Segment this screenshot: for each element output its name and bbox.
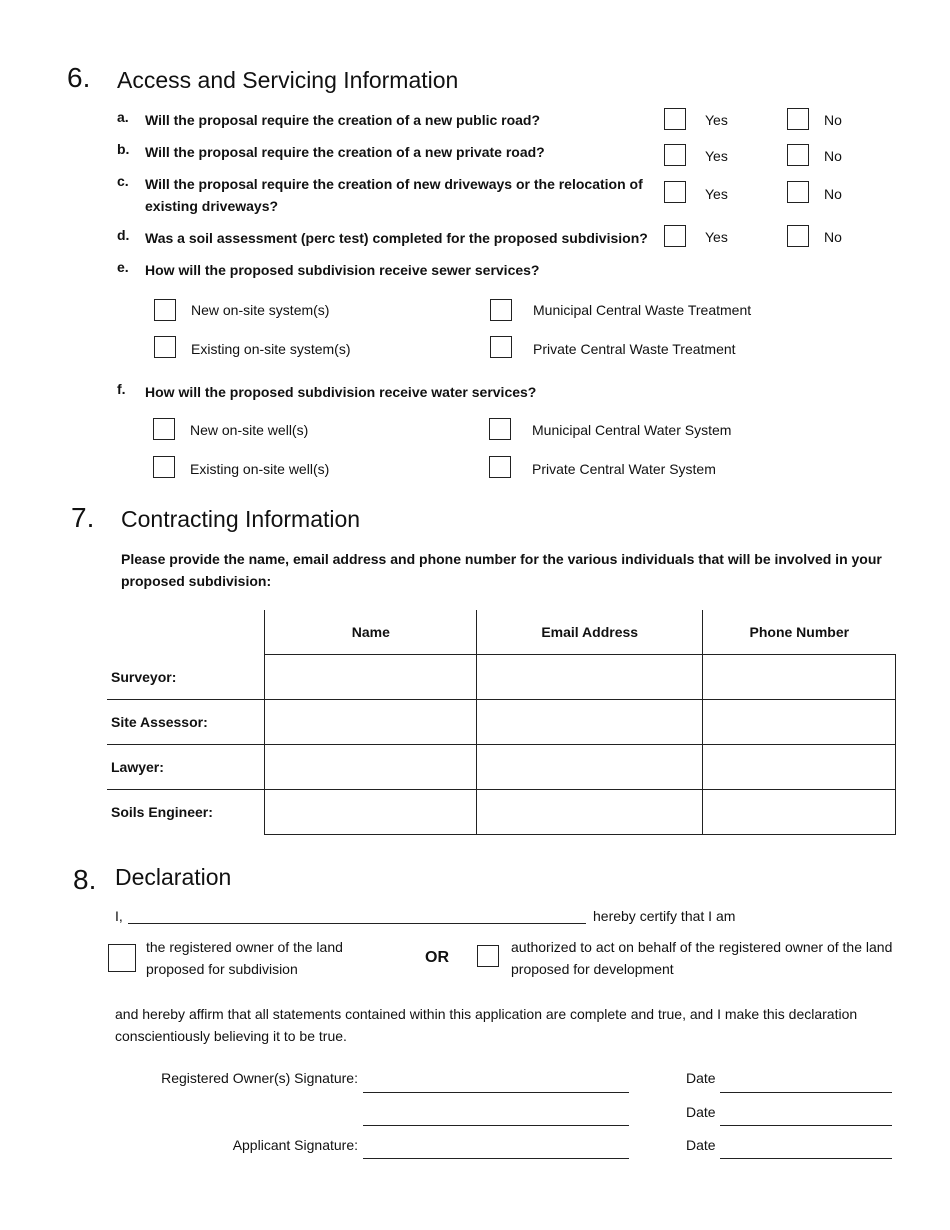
question-a-no-checkbox[interactable] xyxy=(787,108,809,130)
question-c-yes-label: Yes xyxy=(705,186,728,202)
question-c-no-label: No xyxy=(824,186,842,202)
question-d-letter: d. xyxy=(117,227,130,243)
section-8-title: Declaration xyxy=(115,864,232,890)
sewer-existing-onsite-label: Existing on-site system(s) xyxy=(191,341,351,357)
question-a-yes-checkbox[interactable] xyxy=(664,108,686,130)
date-label-1: Date xyxy=(686,1070,716,1086)
question-d-text: Was a soil assessment (perc test) completed for the proposed subdivision? xyxy=(145,230,648,246)
question-a-text: Will the proposal require the creation of a new public road? xyxy=(145,112,541,128)
water-new-well-checkbox[interactable] xyxy=(153,418,175,440)
date-label-3: Date xyxy=(686,1137,716,1153)
applicant-signature-label: Applicant Signature: xyxy=(232,1137,358,1153)
question-c-no-checkbox[interactable] xyxy=(787,181,809,203)
question-b-no-checkbox[interactable] xyxy=(787,144,809,166)
table-corner xyxy=(107,610,265,655)
question-d-no-label: No xyxy=(824,229,842,245)
contracting-intro: Please provide the name, email address and phone number for the various individuals that will be involved in your proposed subdivision: xyxy=(121,551,882,589)
or-label: OR xyxy=(425,949,449,966)
lawyer-email-cell[interactable] xyxy=(477,745,703,790)
question-b-text: Will the proposal require the creation of a new private road? xyxy=(145,144,545,160)
registered-owner-label: the registered owner of the land proposed for subdivision xyxy=(146,939,343,977)
row-label-surveyor: Surveyor: xyxy=(107,655,265,700)
date-label-2: Date xyxy=(686,1104,716,1120)
question-c-yes-checkbox[interactable] xyxy=(664,181,686,203)
question-f-text: How will the proposed subdivision receive water services? xyxy=(145,384,537,400)
lawyer-phone-cell[interactable] xyxy=(703,745,896,790)
declaration-i-label: I, xyxy=(115,908,123,924)
section-6-number: 6. xyxy=(67,62,91,93)
question-f-letter: f. xyxy=(117,381,126,397)
applicant-signature-line[interactable] xyxy=(363,1158,629,1159)
site-assessor-email-cell[interactable] xyxy=(477,700,703,745)
row-label-soils-engineer: Soils Engineer: xyxy=(111,804,213,821)
soils-engineer-name-cell[interactable] xyxy=(265,790,477,835)
water-existing-well-checkbox[interactable] xyxy=(153,456,175,478)
column-header-email: Email Address xyxy=(477,610,703,655)
soils-engineer-email-cell[interactable] xyxy=(477,790,703,835)
owner-signature-label: Registered Owner(s) Signature: xyxy=(161,1070,358,1086)
row-label-site-assessor: Site Assessor: xyxy=(107,700,265,745)
declarant-name-line[interactable] xyxy=(128,923,586,924)
question-b-yes-label: Yes xyxy=(705,148,728,164)
date-line-1[interactable] xyxy=(720,1092,892,1093)
row-label-lawyer: Lawyer: xyxy=(107,745,265,790)
question-e-letter: e. xyxy=(117,259,129,275)
sewer-private-checkbox[interactable] xyxy=(490,336,512,358)
surveyor-name-cell[interactable] xyxy=(265,655,477,700)
lawyer-name-cell[interactable] xyxy=(265,745,477,790)
question-b-yes-checkbox[interactable] xyxy=(664,144,686,166)
question-d-yes-checkbox[interactable] xyxy=(664,225,686,247)
water-existing-well-label: Existing on-site well(s) xyxy=(190,461,330,477)
question-d-no-checkbox[interactable] xyxy=(787,225,809,247)
water-new-well-label: New on-site well(s) xyxy=(190,422,309,438)
affirmation-text: and hereby affirm that all statements contained within this application are complete and true, and I make this declaration conscientiously believing it to be true. xyxy=(115,1006,858,1044)
owner-signature-line-2[interactable] xyxy=(363,1125,629,1126)
water-municipal-label: Municipal Central Water System xyxy=(532,422,732,438)
sewer-new-onsite-checkbox[interactable] xyxy=(154,299,176,321)
contracting-table xyxy=(107,610,896,835)
date-line-2[interactable] xyxy=(720,1125,892,1126)
question-b-letter: b. xyxy=(117,141,130,157)
question-d-yes-label: Yes xyxy=(705,229,728,245)
column-header-phone: Phone Number xyxy=(703,610,896,655)
question-a-yes-label: Yes xyxy=(705,112,728,128)
column-header-name: Name xyxy=(265,610,477,655)
section-8-number: 8. xyxy=(73,864,97,895)
question-c-letter: c. xyxy=(117,173,129,189)
sewer-municipal-checkbox[interactable] xyxy=(490,299,512,321)
surveyor-email-cell[interactable] xyxy=(477,655,703,700)
question-b-no-label: No xyxy=(824,148,842,164)
sewer-existing-onsite-checkbox[interactable] xyxy=(154,336,176,358)
certify-text: hereby certify that I am xyxy=(593,908,736,924)
sewer-private-label: Private Central Waste Treatment xyxy=(533,341,736,357)
section-6-title: Access and Servicing Information xyxy=(117,67,459,93)
section-7-title: Contracting Information xyxy=(121,506,361,532)
site-assessor-phone-cell[interactable] xyxy=(703,700,896,745)
section-7-number: 7. xyxy=(71,502,95,533)
sewer-new-onsite-label: New on-site system(s) xyxy=(191,302,330,318)
water-private-label: Private Central Water System xyxy=(532,461,716,477)
water-municipal-checkbox[interactable] xyxy=(489,418,511,440)
question-a-no-label: No xyxy=(824,112,842,128)
question-c-text: Will the proposal require the creation of new driveways or the relocation of existing driveways? xyxy=(145,176,643,214)
site-assessor-name-cell[interactable] xyxy=(265,700,477,745)
question-a-letter: a. xyxy=(117,109,129,125)
authorized-agent-label: authorized to act on behalf of the registered owner of the land proposed for development xyxy=(511,939,893,977)
date-line-3[interactable] xyxy=(720,1158,892,1159)
owner-signature-line[interactable] xyxy=(363,1092,629,1093)
authorized-agent-checkbox[interactable] xyxy=(477,945,499,967)
question-e-text: How will the proposed subdivision receive sewer services? xyxy=(145,262,540,278)
registered-owner-checkbox[interactable] xyxy=(108,944,136,972)
surveyor-phone-cell[interactable] xyxy=(703,655,896,700)
sewer-municipal-label: Municipal Central Waste Treatment xyxy=(533,302,752,318)
water-private-checkbox[interactable] xyxy=(489,456,511,478)
soils-engineer-phone-cell[interactable] xyxy=(703,790,896,835)
